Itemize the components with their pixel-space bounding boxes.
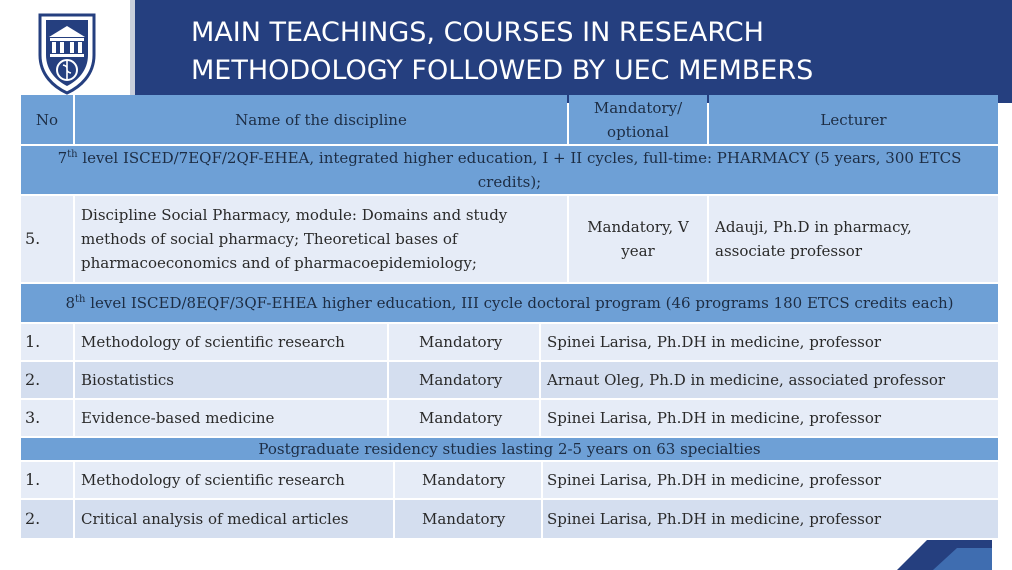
header-mandatory-label: Mandatory/ optional	[593, 98, 683, 141]
row-doc-3-mandatory	[389, 400, 539, 436]
section-7th-level-number: 7	[57, 149, 68, 167]
row-res-1-lecturer	[543, 462, 998, 498]
header-no-label: No	[35, 110, 59, 129]
row-res-1-no	[21, 462, 73, 498]
row-res-1-discipline-text: Methodology of scientific research	[81, 471, 345, 489]
row-5-mandatory	[569, 196, 707, 282]
teachings-table	[21, 95, 998, 538]
corner-decoration	[897, 536, 992, 570]
section-7th-level-sup: th	[67, 149, 78, 160]
row-doc-3-lecturer	[541, 400, 998, 436]
section-residency	[21, 438, 998, 460]
row-res-2-lecturer	[543, 500, 998, 538]
row-doc-2-no	[21, 362, 73, 398]
row-res-1-no-text: 1.	[25, 470, 41, 489]
row-5-no-text: 5.	[25, 229, 41, 248]
row-doc-3-discipline-text: Evidence-based medicine	[81, 409, 275, 427]
row-5-lecturer	[709, 196, 998, 282]
header-discipline-label: Name of the discipline	[235, 110, 407, 129]
section-8th-level	[21, 284, 998, 322]
row-doc-3-mandatory-text: Mandatory	[419, 409, 503, 427]
row-res-1-mandatory-text: Mandatory	[422, 471, 506, 489]
header-cell-discipline	[75, 95, 567, 144]
header-cell-lecturer	[709, 95, 998, 144]
row-doc-2-mandatory-text: Mandatory	[419, 371, 503, 389]
section-residency-text: Postgraduate residency studies lasting 2-5 years on 63 specialties	[258, 440, 761, 458]
section-7th-level-text	[31, 146, 988, 194]
row-res-2-no	[21, 500, 73, 538]
row-doc-2-discipline	[75, 362, 387, 398]
row-doc-2-mandatory	[389, 362, 539, 398]
section-8th-level-desc: level ISCED/8EQF/3QF-EHEA higher education, III cycle doctoral program (46 programs 180 ETCS credits each)	[85, 294, 954, 312]
row-doc-2-lecturer-text: Arnaut Oleg, Ph.D in medicine, associated professor	[547, 371, 946, 389]
row-res-2-discipline-text: Critical analysis of medical articles	[81, 510, 349, 528]
row-doc-1-lecturer	[541, 324, 998, 360]
row-res-2-no-text: 2.	[25, 509, 41, 528]
row-doc-3-no	[21, 400, 73, 436]
section-8th-level-number: 8	[65, 294, 76, 312]
section-7th-level-desc: level ISCED/7EQF/2QF-EHEA, integrated higher education, I + II cycles, full-time: PHARMACY (5 years, 300 ETCS credits);	[77, 149, 962, 191]
header-cell-no	[21, 95, 73, 144]
row-res-1-lecturer-text: Spinei Larisa, Ph.DH in medicine, professor	[547, 471, 882, 489]
row-doc-1-discipline-text: Methodology of scientific research	[81, 333, 345, 351]
section-7th-level	[21, 146, 998, 194]
row-doc-2-lecturer	[541, 362, 998, 398]
section-8th-level-sup: th	[75, 294, 86, 305]
row-res-2-lecturer-text: Spinei Larisa, Ph.DH in medicine, professor	[547, 510, 882, 528]
row-5-lecturer-text: Adauji, Ph.D in pharmacy, associate professor	[715, 218, 912, 260]
section-8th-level-text	[65, 291, 953, 315]
row-doc-3-no-text: 3.	[25, 408, 41, 427]
row-res-1-mandatory	[395, 462, 541, 498]
row-doc-2-no-text: 2.	[25, 370, 41, 389]
row-doc-1-lecturer-text: Spinei Larisa, Ph.DH in medicine, professor	[547, 333, 882, 351]
row-doc-2-discipline-text: Biostatistics	[81, 371, 174, 389]
row-5-discipline	[75, 196, 567, 282]
row-5-mandatory-text: Mandatory, V year	[587, 218, 689, 260]
slide-title-line-1: MAIN TEACHINGS, COURSES IN RESEARCH	[191, 17, 764, 48]
row-doc-1-mandatory	[389, 324, 539, 360]
row-doc-3-lecturer-text: Spinei Larisa, Ph.DH in medicine, professor	[547, 409, 882, 427]
row-5-no	[21, 196, 73, 282]
slide-title	[191, 14, 971, 90]
row-res-1-discipline	[75, 462, 393, 498]
row-res-2-mandatory	[395, 500, 541, 538]
header-lecturer-label: Lecturer	[820, 110, 887, 129]
row-5-discipline-text: Discipline Social Pharmacy, module: Domains and study methods of social pharmacy; Theoretical bases of pharmacoeconomics and of pharmacoepidemiology;	[81, 206, 508, 272]
slide-title-line-2: METHODOLOGY FOLLOWED BY UEC MEMBERS	[191, 55, 814, 86]
row-doc-3-discipline	[75, 400, 387, 436]
row-res-2-mandatory-text: Mandatory	[422, 510, 506, 528]
row-res-2-discipline	[75, 500, 393, 538]
header-cell-mandatory	[569, 95, 707, 144]
row-doc-1-no-text: 1.	[25, 332, 41, 351]
row-doc-1-discipline	[75, 324, 387, 360]
row-doc-1-mandatory-text: Mandatory	[419, 333, 503, 351]
university-crest-logo	[36, 11, 98, 95]
row-doc-1-no	[21, 324, 73, 360]
